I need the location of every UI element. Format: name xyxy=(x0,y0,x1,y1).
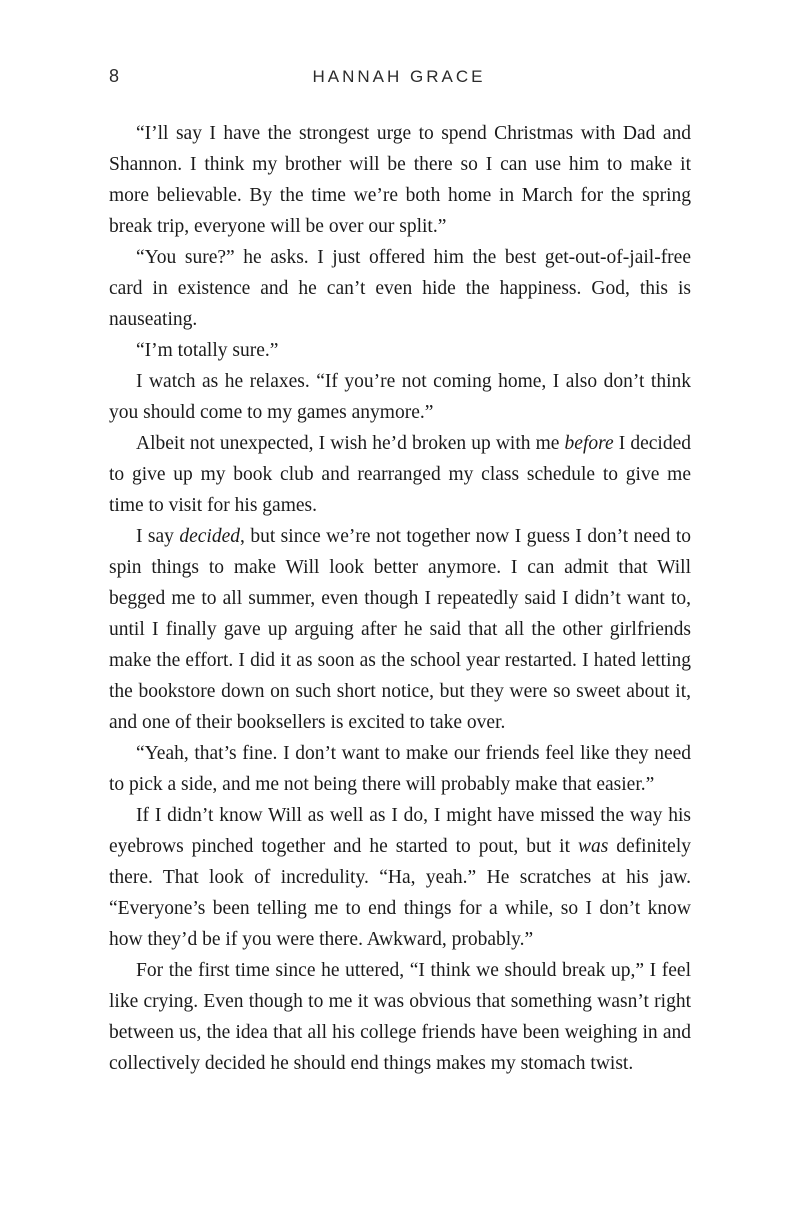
paragraph: “You sure?” he asks. I just offered him the best get-out-of-jail-free card in existence and he can’t even hide the happiness. God, this is nauseating. xyxy=(109,247,691,330)
page-header xyxy=(109,66,689,90)
page-number: 8 xyxy=(109,66,120,86)
paragraph: “I’ll say I have the strongest urge to spend Christmas with Dad and Shannon. I think my brother will be there so I can use him to make it more believable. By the time we’re both home in March for the spring break trip, everyone will be over our split.” xyxy=(109,123,691,237)
paragraph: I watch as he relaxes. “If you’re not coming home, I also don’t think you should come to my games anymore.” xyxy=(109,371,691,423)
paragraph: If I didn’t know Will as well as I do, I might have missed the way his eyebrows pinched together and he started to pout, but it was definitely there. That look of incredulity. “Ha, yeah.” He scratches at his jaw. “Everyone’s been telling me to end things for a while, so I don’t know how they’d be if you were there. Awkward, probably.” xyxy=(109,805,691,950)
paragraph: “I’m totally sure.” xyxy=(136,340,279,361)
paragraph: Albeit not unexpected, I wish he’d broken up with me before I decided to give up my book club and rearranged my class schedule to give me time to visit for his games. xyxy=(109,433,691,516)
running-title: HANNAH GRACE xyxy=(312,67,486,86)
paragraph: I say decided, but since we’re not together now I guess I don’t need to spin things to make Will look better anymore. I can admit that Will begged me to all summer, even though I repeatedly said I didn’t want to, until I finally gave up arguing after he said that all the other girlfriends make the effort. I did it as soon as the school year restarted. I hated letting the bookstore down on such short notice, but they were so sweet about it, and one of their booksellers is excited to take over. xyxy=(109,526,691,733)
paragraph: “Yeah, that’s fine. I don’t want to make our friends feel like they need to pick a side, and me not being there will probably make that easier.” xyxy=(109,743,691,795)
paragraph: For the first time since he uttered, “I think we should break up,” I feel like crying. Even though to me it was obvious that something wasn’t right between us, the idea that all his college friends have been weighing in and collectively decided he should end things makes my stomach twist. xyxy=(109,960,691,1074)
page-body xyxy=(109,118,691,1079)
